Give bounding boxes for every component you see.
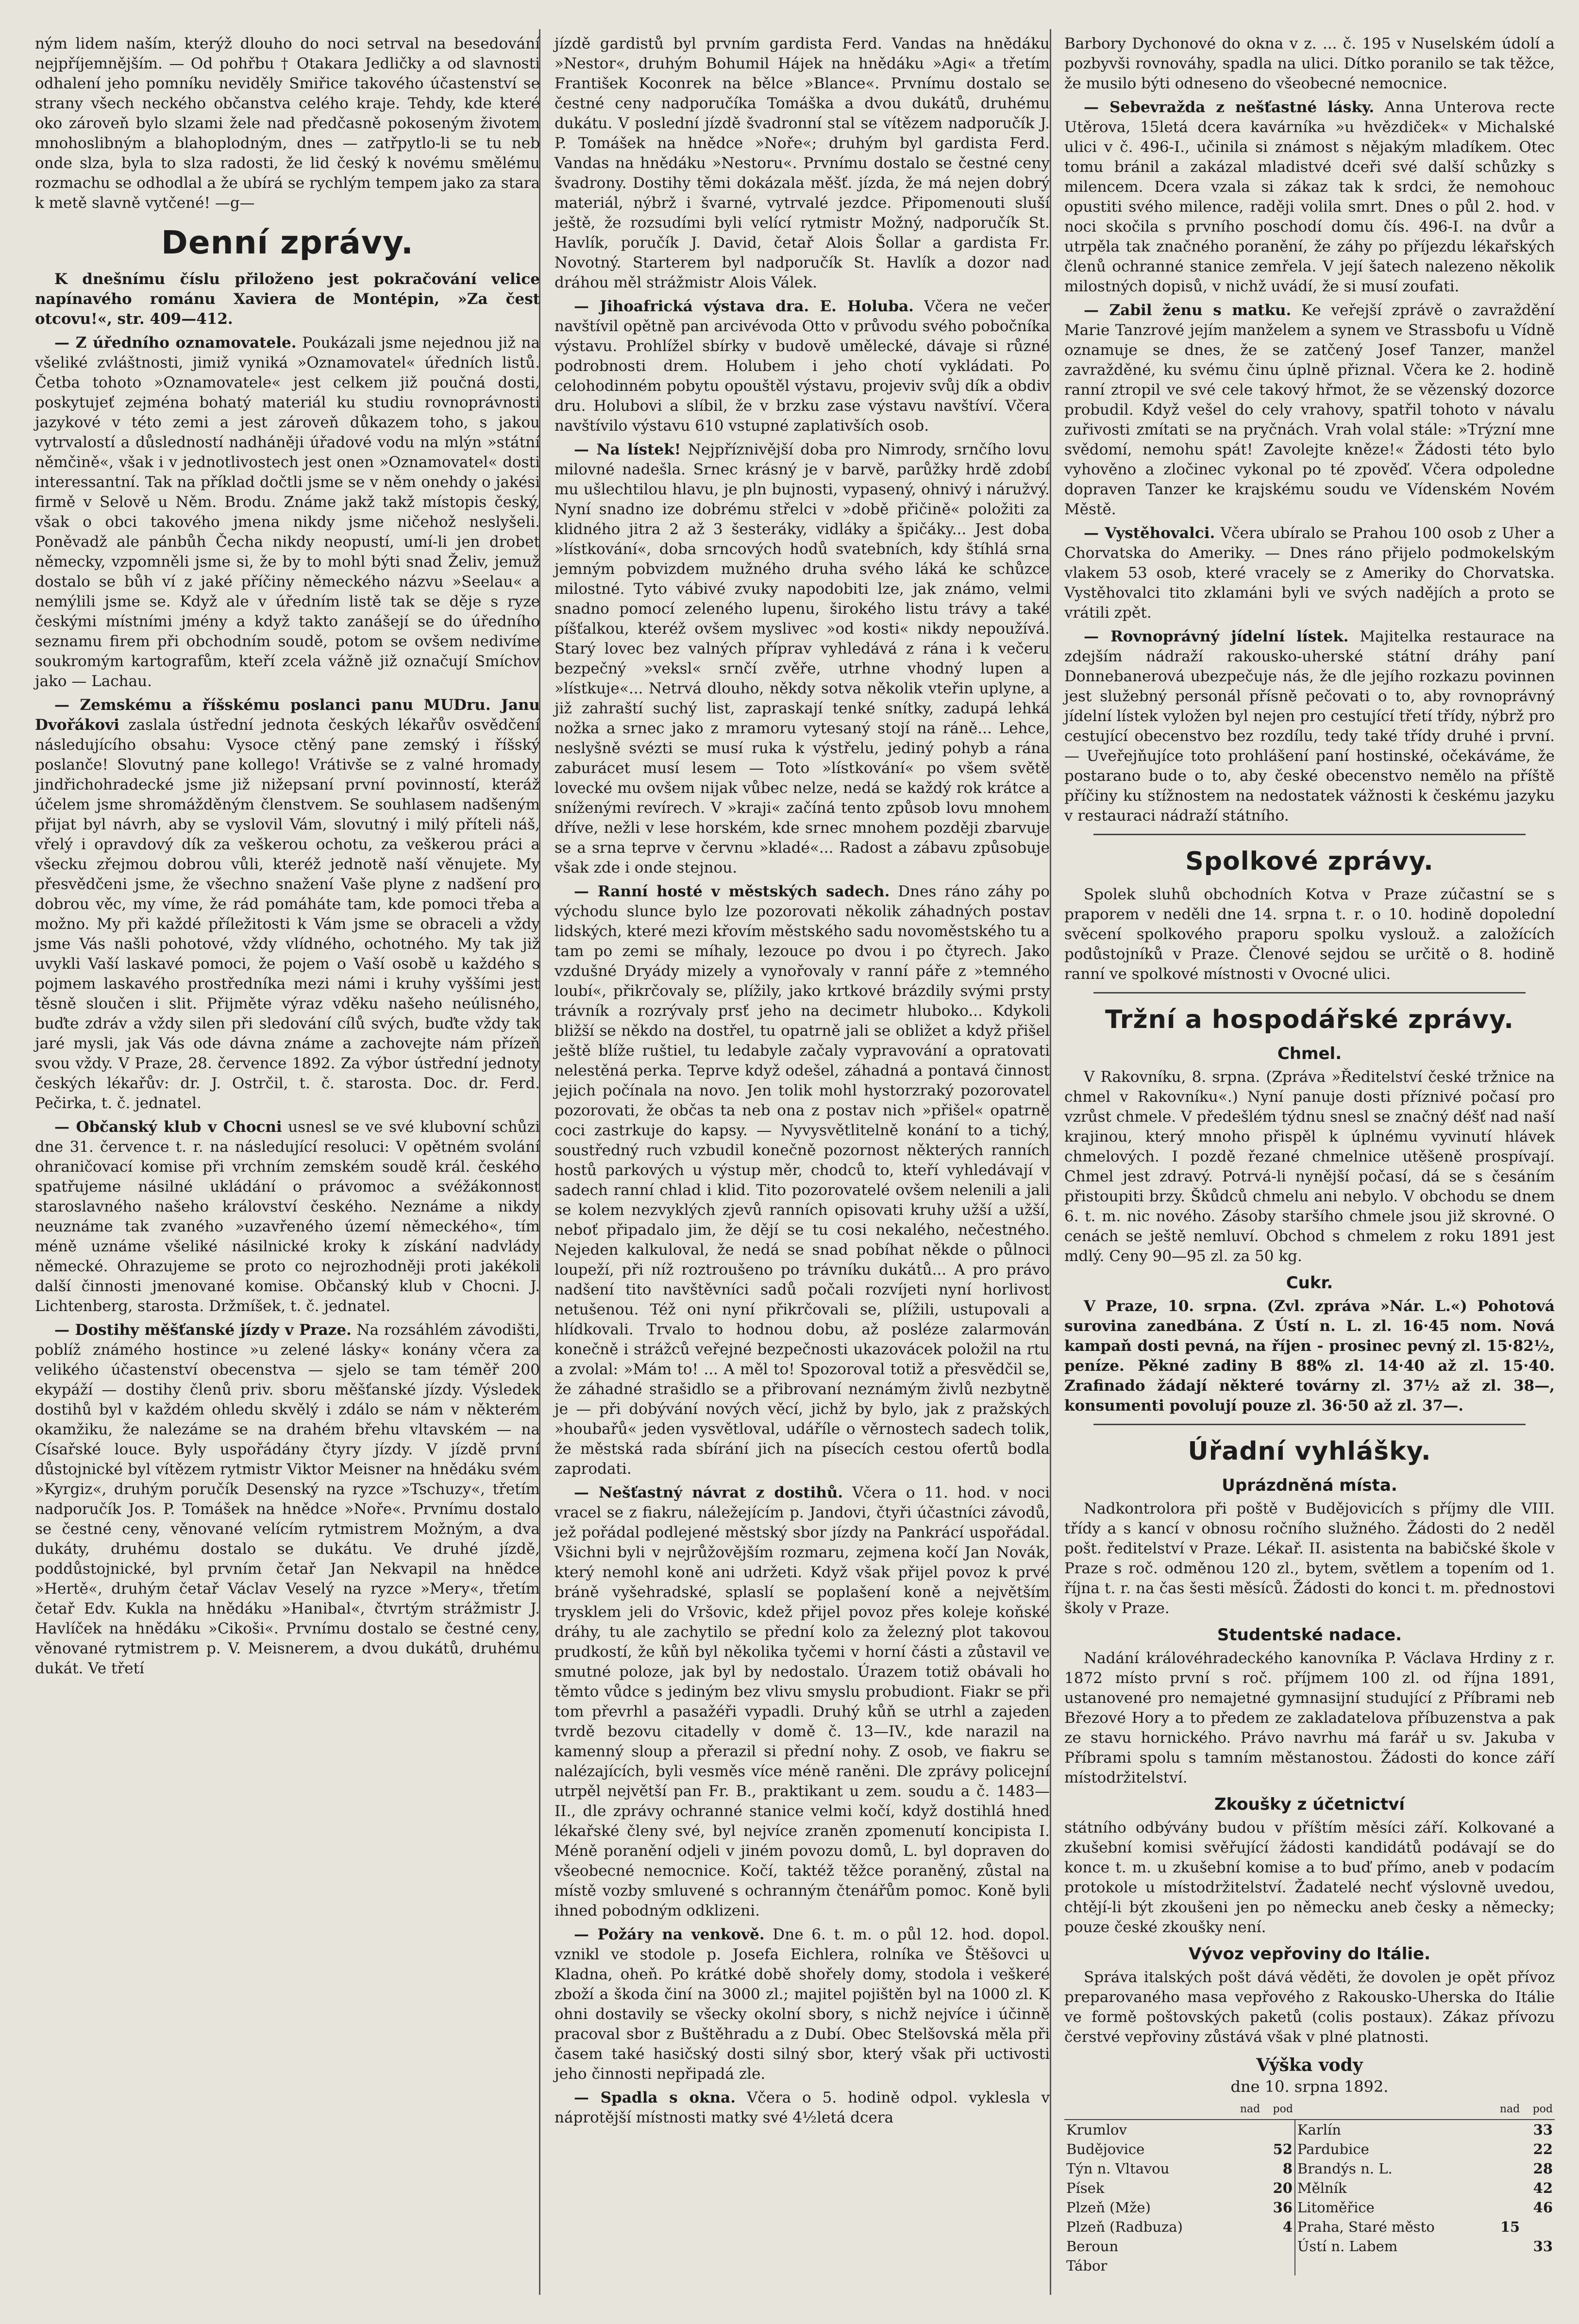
table-cell (1489, 2237, 1522, 2256)
article-spadla (554, 2088, 1050, 2128)
table-header: pod (1522, 2100, 1555, 2120)
table-cell: 42 (1533, 2180, 1553, 2196)
article-text: V Rakovníku, 8. srpna. (Zpráva »Ředitelství české tržnice na chmel v Rakovníku«.) Nyní panuje dosti příznivé počasí pro vzrůst chmele. V předešlém týdnu snesl se značný déšť nad naší krajinou, který mnoho přispěl k úplnému vyvinutí hlávek chmelových. I pozdě řezané chmelnice utěšeně prospívají. Chmel jest zdravý. Potrvá-li nynější počasí, dá se s česáním přistoupiti brzy. Škůdců chmelu ani nebylo. V obchodu se dnem 6. t. m. nic nového. Zásoby staršího chmele jsou již skrovné. O cenách se ještě nemluví. Obchod s chmelem z roku 1891 jest mdlý. Ceny 90—95 zl. za 50 kg. (1064, 1068, 1555, 1265)
table-cell: Plzeň (Mže) (1066, 2199, 1151, 2216)
table-cell: Krumlov (1066, 2122, 1127, 2138)
section-title-spolkove: Spolkové zprávy. (1185, 847, 1434, 876)
article-text: K dnešnímu číslu přiloženo jest pokračování velice napínavého románu Xaviera de Montépin, »Za čest otcovu!«, str. 409—412. (35, 270, 540, 328)
table-cell: Mělník (1295, 2178, 1489, 2198)
table-cell: Týn n. Vltavou (1066, 2160, 1170, 2177)
table-cell (1489, 2139, 1522, 2159)
subheading-vyvoz: Vývoz vepřoviny do Itálie. (1189, 1944, 1430, 1964)
article-lead: — Zemskému a říšskému poslanci panu MUDru. Janu Dvořákovi (35, 696, 540, 734)
table-cell (1229, 2120, 1262, 2139)
subheading-mista: Uprázdněná místa. (1222, 1476, 1397, 1495)
water-level-table (1064, 2100, 1555, 2275)
table-cell: Tábor (1066, 2257, 1108, 2274)
table-cell (1295, 2256, 1489, 2275)
article-body: Dne 6. t. m. o půl 12. hod. dopol. vznikl ve stodole p. Josefa Eichlera, rolníka ve Štěšovci u Kladna, oheň. Po krátké době shořely domy, stodola i veškeré zboží a škoda činí na 3000 zl.; majitel pojištěn byl na 1000 zl. K ohni dostavily se všecky okolní sbory, s nichž nejvíce i účinně pracoval sbor z Buštěhradu a z Dubí. Obec Stelšovská měla při časem také hasičský dosti silný sbor, který však při uctivosti jeho činnosti nepřipadá zle. (554, 1926, 1050, 2083)
article-body: Ke veřejší zprávě o zavraždění Marie Tanzrové jejím manželem a synem ve Strassbofu u Vídně oznamuje se dnes, že se zatčený Josef Tanzer, manžel zavražděné, ku svému činu úplně přiznal. Včera ke 2. hodině ranní ztropil ve své cele takový hřmot, že se vězenský dozorce probudil. Když vešel do cely vrahovy, spatřil tohoto v návalu zuřivosti zmítati se na pryčnách. Vrah volal stále: »Trýzní mne svědomí, nemohu spát! Zavolejte kněze!« Žádosti této bylo vyhověno a zločinec vykonal po té zpověď. Včera odpoledne dopraven Tanzer ke krajskému soudu ve Vídenském Novém Městě. (1064, 302, 1555, 518)
article-ranni-hoste (554, 882, 1050, 1479)
table-cell: Karlín (1295, 2120, 1489, 2139)
table-cell (1489, 2120, 1522, 2139)
table-cell: 15 (1500, 2219, 1520, 2235)
article-body: zaslala ústřední jednota českých lékařův osvědčení následujícího obsahu: Vysoce ctěný pane zemský i říšský poslanče! Slovutný pane kollego! Vrátivše se z valné hromady jindřichohradecké jsme již nižepsaní první povinností, kteráž účelem jsme shromážděným členstvem. Se souhlasem nadšeným přijat byl návrh, aby se vyslovil Vám, slovutný i milý příteli náš, vřelý i opravdový dík za veškerou ochotu, za veškerou práci a všecku zřejmou dobrou vůli, kteréž jednotě naší věnujete. My přesvědčeni jsme, že všechno snažení Vaše plyne z nadšení pro dobrou věc, my víme, že rád pomáháte tam, kde pomoci třeba a možno. My při každé příležitosti k Vám jsme se obraceli a vždy jsme Vás našli pohotové, vždy vlídného, ochotného. My tak již uvykli Vaší laskavé pomoci, že pojem o Vaší osobě u každého s pojmem laskavého prostředníka mezi námi i kruhy vyššími jest těsně sloučen i slit. Přijměte výraz vděku našeho neúlisného, buďte zdráv a vždy silen při sledování cílů svých, buďte vždy tak jaré mysli, jak Vás ode dávna známe a zachovejte nám přízeň svou vždy. V Praze, 28. července 1892. Za výbor ústřední jednoty českých lékařův: dr. J. Ostrčil, t. č. starosta. Doc. dr. Ferd. Pečirka, t. č. jednatel. (35, 716, 540, 1112)
table-cell: Pardubice (1295, 2139, 1489, 2159)
table-cell (1262, 2120, 1295, 2139)
section-title-vyhlasky: Úřadní vyhlášky. (1188, 1437, 1431, 1466)
article-listek (554, 440, 1050, 878)
table-header (1295, 2100, 1489, 2120)
table-cell: 28 (1533, 2160, 1553, 2177)
table-cell: Písek (1066, 2180, 1105, 2196)
table-header: nad (1489, 2100, 1522, 2120)
table-cell: 36 (1273, 2199, 1293, 2216)
article-body: Včera o 5. hodině odpol. vyklesla v náprotější místnosti matky své 4½letá dcera (554, 2089, 1050, 2126)
table-row (1064, 2120, 1555, 2139)
table-row (1064, 2159, 1555, 2178)
article-sebevrazda (1064, 98, 1555, 297)
table-cell (1229, 2237, 1262, 2256)
article-dostihy (35, 1320, 540, 1679)
article-lead: — Občanský klub v Chocni (54, 1118, 282, 1136)
column-3 (1058, 34, 1561, 2295)
table-cell: 33 (1533, 2122, 1553, 2138)
water-level-date: dne 10. srpna 1892. (1230, 2077, 1389, 2096)
table-row (1064, 2256, 1555, 2275)
table-cell (1229, 2159, 1262, 2178)
subheading-chmel: Chmel. (1277, 1044, 1342, 1063)
table-row (1064, 2178, 1555, 2198)
article-body: Anna Unterova recte Utěrova, 15letá dcera kavárníka »u hvězdiček« v Michalské ulici v č. 496-I., učinila si známost s nějakým mladíkem. Otec tomu bránil a zakázal mladistvé dceři své další schůzky s milencem. Dcera vzala si zákaz tak k srdci, že nemohouc opustiti svého milence, raději volila smrt. Dnes o půl 2. hod. v noci skočila s prvního poschodí domu čís. 496-I. na dvůr a utrpěla tak značného poranění, že záhy po příjezdu lékařských členů ochranné stanice zemřela. V její šatech nalezeno několik milostných dopisů, v nichž uvádí, že si musí zoufati. (1064, 99, 1555, 295)
article-body: Poukázali jsme nejednou již na všeliké zvláštnosti, jimiž vyniká »Oznamovatel« úředních listů. Četba tohoto »Oznamovatele« jest celkem již poučná dosti, poskytujeť zejména bohatý materiál ku studiu rovnoprávnosti jazykové v této zemi a jest zároveň důkazem toho, s jakou vytrvalostí a důsledností nadháněji úřadové vodu na mlýn »státní němčině«, však i v jednotlivostech jest onen »Oznamovatel« dosti interessantní. Tak na příklad dočtli jsme se v něm onehdy o jakési firmě v Selově u Něm. Brodu. Známe jakž takž místopis český, však o obci takového jmena nikdy jsme ničehož neslyšeli. Poněvadž ale pánbůh Čecha nikdy neopustí, umí-li jen drobet německy, vzpomněli jsme si, že by to mohl býti snad Želiv, jemuž dostalo se bůh ví z jaké příčiny německého názvu »Seelau« a nemýlili jsme se. Když ale v úředním listě tak se děje s ryze českými místními jmény a když takto zanášejí se do úředního seznamu firem při obchodním soudě, potom se ovšem nedivíme soukromým kartografům, kteří zcela vážně již označují Smíchov jako — Lachau. (35, 334, 540, 690)
article-lead: — Z úředního oznamovatele. (54, 334, 297, 352)
table-cell (1522, 2256, 1555, 2275)
section-title-daily-news: Denní zprávy. (161, 224, 414, 261)
article-holub (554, 297, 1050, 436)
article-body: Včera ne večer navštívil opětně pan arcivévoda Otto v průvodu svého pobočníka výstavu. Prohlížel sbírky v budově umělecké, dávaje si různé podrobnosti drem. Holubem i jeho chotí vykládati. Po celohodinném pobytu opouštěl výstavu, projeviv svůj dík a obdiv dru. Holubovi a slíbil, že v brzku zase výstavu navštíví. Včera navštívilo výstavu 610 vstupné zaplativších osob. (554, 298, 1050, 435)
table-cell: 22 (1533, 2141, 1553, 2157)
article-text: jízdě gardistů byl prvním gardista Ferd. Vandas na hnědáku »Nestor«, druhým Bohumil Hájek na hnědáku »Agi« a třetím František Koconrek na bělce »Blance«. Prvnímu dostalo se čestné ceny nadporučíka Tomáška a dvou dukátů, druhému dukátu. V poslední jízdě švadronní stal se vítězem nadporučík J. P. Tomášek na hnědce »Noře«; druhým byl gardista Ferd. Vandas na hnědáku »Nestoru«. Prvnímu dostalo se čestné ceny švadrony. Dostihy těmi dokázala měšť. jízda, že má nejen dobrý materiál, nýbrž i švarné, vytrvalé jezdce. Připomenouti sluší ještě, že rozsudími byli velící rytmistr Možný, nadporučík St. Havlík, poručík J. David, četař Alois Šollar a gardista Fr. Novotný. Starterem byl nadporučík St. Havlík a dozor nad dráhou měl strážmistr Alois Válek. (554, 35, 1050, 291)
subheading-zkousky: Zkoušky z účetnictví (1214, 1795, 1405, 1814)
article-text: Barbory Dychonové do okna v z. ... č. 195 v Nuselském údolí a pozbyvši rovnováhy, spadla na ulici. Dítko poranilo se tak těžce, že musilo býti odneseno do všeobecné nemocnice. (1064, 35, 1555, 92)
divider (1093, 834, 1526, 835)
table-row (1064, 2217, 1555, 2237)
article-lead: — Spadla s okna. (574, 2089, 736, 2106)
article-lead: — Zabil ženu s matku. (1084, 302, 1292, 319)
table-header: nad (1229, 2100, 1262, 2120)
water-level-title: Výška vody (1256, 2055, 1363, 2075)
table-cell: Plzeň (Radbuza) (1066, 2219, 1183, 2235)
table-cell: Praha, Staré město (1295, 2217, 1489, 2237)
table-cell: 52 (1273, 2141, 1293, 2157)
article-vystehovalci (1064, 523, 1555, 623)
table-cell (1262, 2256, 1295, 2275)
table-cell: Budějovice (1066, 2141, 1145, 2157)
article-body: Včera ubíralo se Prahou 100 osob z Uher a Chorvatska do Ameriky. — Dnes ráno přijelo podmokelským vlakem 53 osob, které vracely se z Ameriky do Chorvatska. Vystěhovalci tito zklamáni byli ve svých nadějích a proto se vrátili zpět. (1064, 524, 1555, 622)
table-header (1064, 2100, 1229, 2120)
table-row (1064, 2237, 1555, 2256)
column-1 (29, 34, 546, 2295)
table-row (1064, 2139, 1555, 2159)
subheading-cukr: Cukr. (1286, 1273, 1333, 1293)
table-row (1064, 2198, 1555, 2217)
article-lead: — Vystěhovalci. (1084, 524, 1215, 542)
article-klub (35, 1117, 540, 1316)
article-text: Správa italských pošt dává věděti, že dovolen je opět přívoz preparovaného masa vepřového z Rakousko-Uherska do Itálie ve formě poštovských paketů (colis postaux). Zákaz přívozu čerstvé vepřoviny zůstává však v plné platnosti. (1064, 1969, 1555, 2046)
table-cell (1229, 2139, 1262, 2159)
article-lead: — Rovnoprávný jídelní lístek. (1084, 628, 1349, 645)
table-cell: Beroun (1066, 2238, 1119, 2255)
table-cell (1489, 2178, 1522, 2198)
article-text: státního odbývány budou v příštím měsíci září. Kolkované a zkušební komisi svěřující žádosti kandidátů podávají se do konce t. m. u zkušební komise a to buď přímo, aneb v podacím protokole u místodržitelství. Žadatelé nechť výslovně uvedou, chtějí-li být zkoušeni jen po německu aneb česky a německy; pouze české zkoušky není. (1064, 1819, 1555, 1936)
table-cell (1489, 2256, 1522, 2275)
article-lead: — Sebevražda z nešťastné lásky. (1084, 99, 1375, 116)
article-body: Nejpříznivější doba pro Nimrody, srnčího lovu milovné nadešla. Srnec krásný je v barvě, parůžky hrdě zdobí mu ušlechtilou hlavu, je pln bujnosti, vypasený, ohnivý i náružvý. Nyní snadno ize dobrému střelci v »době přičině« položiti za klidného jitra 2 až 3 šesteráky, vidláky a špičáky... Jest doba »lístkování«, doba srncových hodů svatebních, kdy štíhlá srna jemným pobvizdem mužného druha svého láká ke schůzce milostné. Tyto vábivé zvuky napodobiti lze, jak známo, velmi snadno pomocí zeleného lupenu, širokého listu trávy a také píšťalkou, kteréž ovšem myslivec »od kosti« nikdy nepoužívá. Starý lovec bez valných příprav vyhledává z rána i k večeru bezpečný »veksl« srnčí zvěře, utrhne vhodný lupen a »lístkuje«... Netrvá dlouho, někdy sotva několik vteřin uplyne, a již zahraští suchý list, zapraskají tenké snítky, zadupá lehká nožka a srnec jako z mramoru vytesaný stojí na ráně... Lehce, neslyšně svézti se musí ruka k výstřelu, jediný pohyb a rána zaburácet musí lesem — Toto »lístkování« po všem světě lovecké mu ovšem nijak vůbec nelze, nedá se každý rok krátce a sníženými revírech. V »kraji« začíná tento způsob lovu mnohem dříve, nežli v lese horském, kde srnec mnohem později zbarvuje se a srna teprve v červnu »kladé«... Radost a zábavu způsobuje však zde i onde stejnou. (554, 441, 1050, 876)
article-lead: — Nešťastný návrat z dostihů. (574, 1484, 843, 1501)
article-poslanec (35, 695, 540, 1113)
article-text: Spolek sluhů obchodních Kotva v Praze zúčastní se s praporem v neděli dne 14. srpna t. r. o 10. hodině dopolední svěcení spolkového praporu spolku vyslouž. a založících podůstojníků v Praze. Členové sejdou se určitě o 8. hodině ranní ve spolkové místnosti v Ovocné ulici. (1064, 886, 1555, 983)
divider (1093, 992, 1526, 994)
table-cell: 33 (1533, 2238, 1553, 2255)
article-lead: — Požáry na venkově. (574, 1926, 765, 1943)
table-cell (1489, 2198, 1522, 2217)
section-title-trzni: Tržní a hospodářské zprávy. (1105, 1005, 1514, 1034)
table-cell: 46 (1533, 2199, 1553, 2216)
table-cell (1489, 2159, 1522, 2178)
table-header: pod (1262, 2100, 1295, 2120)
table-cell (1522, 2217, 1555, 2237)
table-cell (1229, 2217, 1262, 2237)
article-navrat (554, 1483, 1050, 1921)
subheading-nadace: Studentské nadace. (1217, 1625, 1402, 1645)
article-lead: — Jihoafrická výstava dra. E. Holuba. (574, 298, 914, 315)
article-zabil (1064, 301, 1555, 520)
table-cell (1229, 2178, 1262, 2198)
table-cell (1262, 2237, 1295, 2256)
table-header-row (1064, 2100, 1555, 2120)
divider (1093, 1424, 1526, 1425)
table-cell (1229, 2256, 1262, 2275)
table-cell: Litoměřice (1295, 2198, 1489, 2217)
article-text: Nadání královéhradeckého kanovníka P. Václava Hrdiny z r. 1872 místo první s roč. příjmem 100 zl. od října 1891, ustanovené pro nemajetné gymnasijní studující z Příbrami neb Březové Hory a to předem ze zakladatelova příbuzenstva a pak ze stavu hornického. Právo navrhu má farář u sv. Jakuba v Příbrami spolu s tamním městanostou. Žádosti do konce září místodržitelství. (1064, 1650, 1555, 1786)
table-cell: Brandýs n. L. (1295, 2159, 1489, 2178)
article-body: usnesl se ve své klubovní schůzi dne 31. července t. r. na následující resoluci: V opětném svolání ohraničovací komise při vrchním zemském soudě král. českého spatřujeme násilné ukládání o právomoc a svéžákonnost staroslavného našeho království českého. Neznáme a nikdy neuznáme tak zvaného »uzavřeného území německého«, tím méně uznáme všeliké násilnické kroky k získání nadvlády německé. Ohrazujeme se proto co nejrozhodněji proti jakékoli další činnosti jmenované komise. Občanský klub v Chocni. J. Lichtenberg, starosta. Držmíšek, t. č. jednatel. (35, 1118, 540, 1315)
article-lead: — Ranní hosté v městských sadech. (574, 883, 890, 900)
table-cell: 8 (1282, 2160, 1293, 2177)
article-oznamovatel (35, 333, 540, 691)
article-text: ným lidem naším, kterýž dlouho do noci setrval na besedování nejpříjemnějším. — Od pohřbu † Otakara Jedličky a od slavnosti odhalení jeho pomníku neviděly Smiřice takového účastenství se strany všech neckého občanstva celého kraje. Tehdy, kde které oko zároveň bylo slzami žele nad předčasně pokoseným životem mnohoslibným a blahoplodným, dnes — zatřpytlo-li se tu neb onde slza, byla to slza radosti, že lid český k novému smělému rozmachu se odhodlal a že ubírá se rychlým tempem jako za stara k metě slavně vytčené! —g— (35, 35, 540, 212)
column-2 (549, 34, 1056, 2295)
article-pozary (554, 1925, 1050, 2084)
article-jidelni-listek (1064, 627, 1555, 826)
article-text: V Praze, 10. srpna. (Zvl. zpráva »Nár. L.«) Pohotová surovina zanedbána. Z Ústí n. L. zl. 16·45 nom. Nová kampaň dosti pevná, na říjen - prosinec pevný zl. 15·82½, peníze. Pěkné zadiny B 88% zl. 14·40 až zl. 15·40. Zrafinado žádají některé továrny zl. 37½ až zl. 38—, konsumenti povolují pouze zl. 36·50 až zl. 37—. (1064, 1297, 1555, 1415)
article-lead: — Na lístek! (574, 441, 681, 458)
article-body: Dnes ráno záhy po východu slunce bylo lze pozorovati několik záhadných postav lidských, které mezi křovím městského sadu novoměstského tu a tam po zemi se míhaly, lezouce po dvou i po čtyrech. Jako vzdušné Dryády mizely a vynořovaly v ranní páře z »temného loubí«, přikrčovaly se, plížily, jako krtkové brázdily svými prsty trávník a rozrývaly prsť jeho na decimetr hluboko... Kdykoli bližší se někdo na dostřel, tu opatrně jali se obližet a když přišel ještě blíže ruštiel, tu ledabyle začaly vypravování a opratovati nelestěná perka. Teprve když odešel, záhadná a pontavá činnost jejich počínala na novo. Jen tolik mohl hystorzraký pozorovatel pozorovati, že občas ta neb ona z postav nich »přišel« opatrně coci zastrkuje do kapsy. — Nyvysvětlitelně konání to a tichý, soustředný ruch vzbudil konečně pozornost některých ranních hostů parkových u výstup měr, chodců to, kteří vyhledávají v sadech ranní chlad i klid. Tito pozorovatelé ovšem nelenili a jali se kolem nezvyklých zjevů ranních opisovati kruhy užší a užší, neboť připadalo jim, že dějí se tu cosi nekalého, nečestného. Nejeden kalkuloval, že nedá se snad pobíhat někde o půlnoci loupeží, při níž roztroušeno po trávníku dukátů... A pro právo nadšení tito navštěvníci sadů počali rozvíjeti nyní horlivost netušenou. Též oni nyní přikrčovali se, plížili, ustupovali a hlídkovali. Trvalo to hodnou dobu, až posléze zalarmován konečně i strážců veřejné bezpečnosti ukazovácek položil na rtu a zvolal: »Mám to! ... A měl to! Spozoroval totiž a přesvědčil se, že záhadné strašidlo se a přibrovaní neznámým živlů nezbytně je — při dobývání nových věcí, jichž by bylo, jak z pražských »houbařů« jeden vysvětloval, udáříle o věrnostech sadech tolik, že městská rada sbírání jich na písecích cestou ofertů bodla zaprodati. (554, 883, 1050, 1478)
article-body: Majitelka restaurace na zdejším nádraží rakousko-uherské státní dráhy paní Donnebanerová ubezpečuje nás, že dle jejího rozkazu povinnen jest služebný personál přísně pečovati o to, aby rovnoprávný jídelní lístek vyložen byl nejen pro cestující třetí třídy, nýbrž pro cestující obecenstvo bez rozdílu, tedy také třídy druhé i první. — Uveřejňujíce toto prohlášení paní hostinské, očekáváme, že postarano bude o to, aby české obecenstvo nemělo na příště příčiny ku stížnostem na nedostatek vážnosti k českému jazyku v restauraci nádraží státního. (1064, 628, 1555, 825)
article-body: Včera o 11. hod. v noci vracel se z fiakru, náležejícím p. Jandovi, čtyři účastníci závodů, jež pořádal podlejené městský sbor jízdy na Pankrácí uspořádal. Všichni byli v nejrůžovějším rozmaru, zejmena kočí Jan Novák, který nemohl koně ani udržeti. Když však přijel povoz k prvé bráně vyšehradské, splaslí se poplašení koně a největším trysklem jeli do Vršovic, kdež přijel povoz přes koleje koňské dráhy, tu ale zachytilo se přední kolo za železný plot takovou prudkostí, že kůň byl několika tyčemi v horní části a zůstavil ve smutné poloze, jak byl by nedostalo. Úrazem totiž obávali ho těmto vůdce s jediným bez vlivu smyslu probudiont. Fiakr se při tom převrhl a pasažéři vypadli. Druhý kůň se utrhl a zajeden tvrdě bezovu citadelly v domě č. 13—IV., kde narazil na kamenný sloup a přerazil si přední nohy. Z osob, ve fiakru se nalézajících, byli vesměs více méně raněni. Dle zprávy policejní utrpěl největší pan Fr. B., praktikant u zem. soudu a č. 1483—II., dle zprávy ochranné stanice velmi kočí, když dostihlá hned lékařské členy své, byl nejvíce zraněn zpomenutí koncipista I. Méně poranění odjeli v jiném povozu domů, L. byl dopraven do všeobecné nemocnice. Kočí, taktéž těžce poraněný, zůstal na místě vozby smluvené s ochranným čtenářům pomoc. Koně byli ihned pobodným odklizeni. (554, 1484, 1050, 1920)
table-cell: 4 (1282, 2219, 1293, 2235)
article-text: Nadkontrolora při poště v Budějovicích s příjmy dle VIII. třídy a s kancí v obnosu ročního služného. Žádosti do 2 neděl pošt. ředitelství v Praze. Lékař. II. asistenta na babičské škole v Praze s roč. odměnou 120 zl., bytem, světlem a topením od 1. října t. r. na čas šesti měsíců. Žádosti do konci t. m. přednostovi školy v Praze. (1064, 1500, 1555, 1617)
table-cell: Ústí n. Labem (1295, 2237, 1489, 2256)
table-cell: 20 (1273, 2180, 1293, 2196)
article-lead: — Dostihy měšťanské jízdy v Praze. (54, 1321, 352, 1339)
table-cell (1229, 2198, 1262, 2217)
article-body: Na rozsáhlém závodišti, poblíž známého hostince »u zelené lásky« konány včera za velikého účastenství obecenstva — sjelo se tam téměř 200 ekypáží — dostihy členů priv. sboru měšťanské jízdy. Výsledek dostihů byl v každém ohledu skvělý i zdálo se nám v některém okamžiku, že nalezáme se na drahém břehu vltavském — na Císařské louce. Byly uspořádány čtyry jízdy. V jízdě první důstojnické byl vítězem rytmistr Viktor Meisner na hnědáku svém »Kyrgiz«, druhým poručík Desenský na ryzce »Tschuzy«, třetím nadporučík Jos. P. Tomášek na hnědce »Noře«. Prvnímu dostalo se čestné ceny, věnované velícím rytmistrem Možným, a dva dukáty, druhému dostalo se dukátu. Ve druhé jízdě, poddůstojnické, byl prvním četař Jan Nekvapil na hnědce »Hertě«, druhým četař Václav Veselý na ryzce »Mery«, třetím četař Edv. Kukla na hnědáku »Hanibal«, čtvrtým strážmistr J. Havlíček na hnědáku »Cikoši«. Prvnímu dostalo se čestné ceny, věnované rytmistrem p. V. Meisnerem, a dvou dukátů, druhému dukát. Ve třetí (35, 1321, 540, 1677)
